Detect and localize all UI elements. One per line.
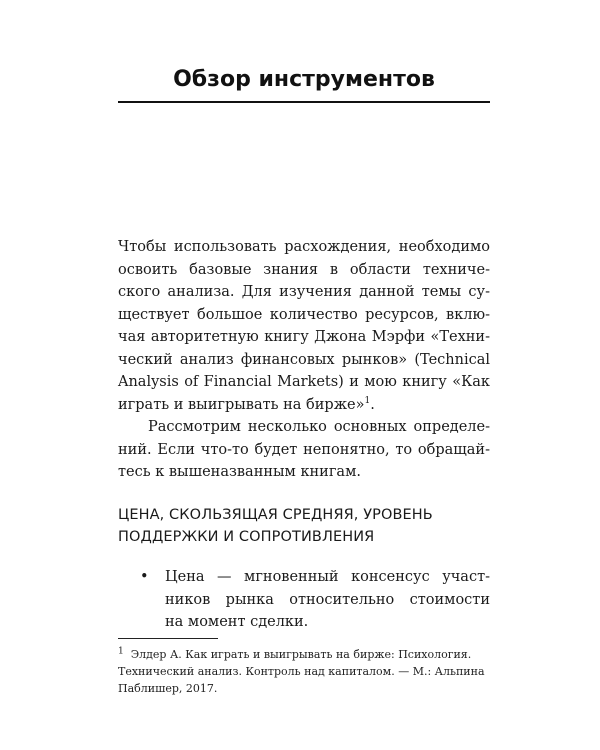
bullet-text: [165, 566, 490, 634]
intro-text: [118, 236, 490, 484]
chapter-title: Обзор инструментов: [173, 67, 435, 92]
footnote-reference[interactable]: 1: [364, 395, 371, 406]
text-line: чая авторитетную книгу Джона Мэрфи «Техни-: [118, 329, 490, 345]
title-underline: [118, 101, 490, 103]
text-line: ского анализа. Для изучения данной темы су-: [118, 284, 490, 300]
footnote-line: [118, 646, 490, 663]
text-line: освоить базовые знания в области техниче-: [118, 261, 490, 278]
text-line: Рассмотрим несколько основных определе-: [148, 419, 490, 435]
heading-line: ПОДДЕРЖКИ И СОПРОТИВЛЕНИЯ: [118, 529, 375, 545]
paragraph-2: [118, 416, 490, 484]
text-line: ществует большое количество ресурсов, вклю-: [118, 306, 490, 323]
text-line: Чтобы использовать расхождения, необходимо: [118, 239, 490, 255]
section-heading: [118, 504, 490, 548]
text-fragment: играть и выигрывать на бирже»: [118, 396, 365, 413]
text-line: тесь к вышеназванным книгам.: [118, 464, 361, 480]
heading-line: ЦЕНА, СКОЛЬЗЯЩАЯ СРЕДНЯЯ, УРОВЕНЬ: [118, 507, 433, 523]
text-line: Цена — мгновенный консенсус участ-: [165, 569, 490, 585]
text-line: ческий анализ финансовых рынков» (Technical: [118, 351, 490, 368]
text-line: [118, 394, 490, 417]
text-line: Analysis of Financial Markets) и мою книгу «Как: [118, 374, 490, 390]
text-fragment: .: [370, 396, 375, 413]
text-line: на момент сделки.: [165, 614, 309, 630]
footnote-line: Технический анализ. Контроль над капиталом. — М.: Альпина: [118, 665, 485, 678]
text-line: ников рынка относительно стоимости: [165, 591, 490, 608]
bullet-marker: •: [140, 569, 149, 585]
text-line: ний. Если что-то будет непонятно, то обращай-: [118, 441, 490, 458]
footnote-number: 1: [118, 646, 124, 657]
footnote-line: Паблишер, 2017.: [118, 682, 218, 695]
footnote: [118, 646, 490, 697]
footnote-text: Элдер А. Как играть и выигрывать на бирже: Психология.: [130, 648, 472, 661]
footnote-separator: [118, 638, 218, 639]
paragraph-1: [118, 236, 490, 416]
